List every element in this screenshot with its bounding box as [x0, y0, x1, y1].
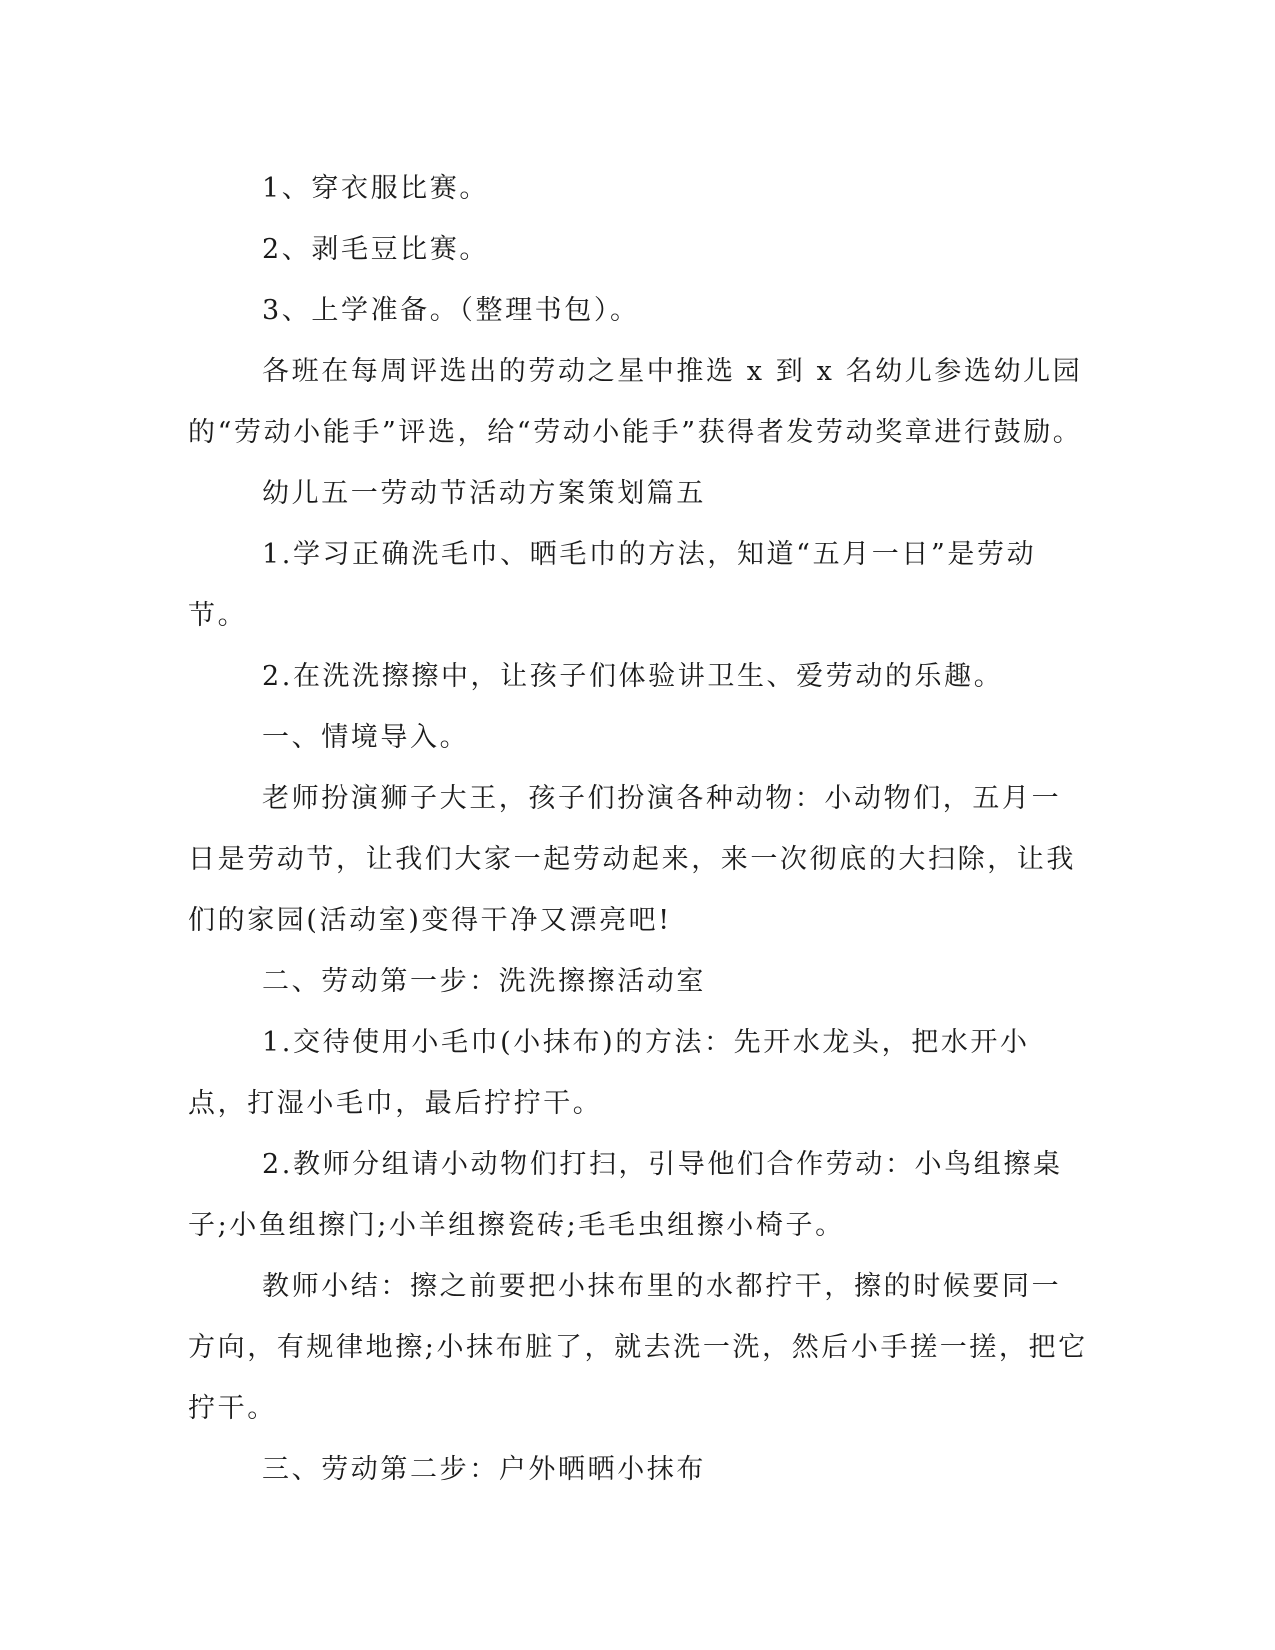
step-heading-intro: 一、情境导入。 [262, 722, 470, 753]
list-item-school-preparation: 3、上学准备。（整理书包）。 [262, 295, 640, 326]
document-body [188, 158, 1088, 1500]
step-heading-drying: 三、劳动第二步：户外晒晒小抹布 [262, 1454, 706, 1485]
goal-item-1: 1.学习正确洗毛巾、晒毛巾的方法，知道“五月一日”是劳动节。 [188, 539, 1037, 631]
instruction-item-towel-usage: 1.交待使用小毛巾(小抹布)的方法：先开水龙头，把水开小点，打湿小毛巾，最后拧拧干。 [188, 1027, 1030, 1119]
list-item-dressing-contest: 1、穿衣服比赛。 [262, 173, 489, 204]
paragraph-labor-star-selection: 各班在每周评选出的劳动之星中推选 x 到 x 名幼儿参选幼儿园的“劳动小能手”评选，给“劳动小能手”获得者发劳动奖章进行鼓励。 [188, 356, 1083, 448]
step-heading-washing: 二、劳动第一步：洗洗擦擦活动室 [262, 966, 706, 997]
paragraph-teacher-summary: 教师小结：擦之前要把小抹布里的水都拧干，擦的时候要同一方向，有规律地擦;小抹布脏了，就去洗一洗，然后小手搓一搓，把它拧干。 [188, 1271, 1088, 1424]
paragraph-lion-king-scenario: 老师扮演狮子大王，孩子们扮演各种动物：小动物们，五月一日是劳动节，让我们大家一起劳动起来，来一次彻底的大扫除，让我们的家园(活动室)变得干净又漂亮吧! [188, 783, 1076, 936]
goal-item-2: 2.在洗洗擦擦中，让孩子们体验讲卫生、爱劳动的乐趣。 [262, 661, 1004, 692]
list-item-bean-peeling-contest: 2、剥毛豆比赛。 [262, 234, 489, 265]
section-heading-part-five: 幼儿五一劳动节活动方案策划篇五 [262, 478, 706, 509]
instruction-item-group-cleaning: 2.教师分组请小动物们打扫，引导他们合作劳动：小鸟组擦桌子;小鱼组擦门;小羊组擦瓷砖;毛毛虫组擦小椅子。 [188, 1149, 1063, 1241]
